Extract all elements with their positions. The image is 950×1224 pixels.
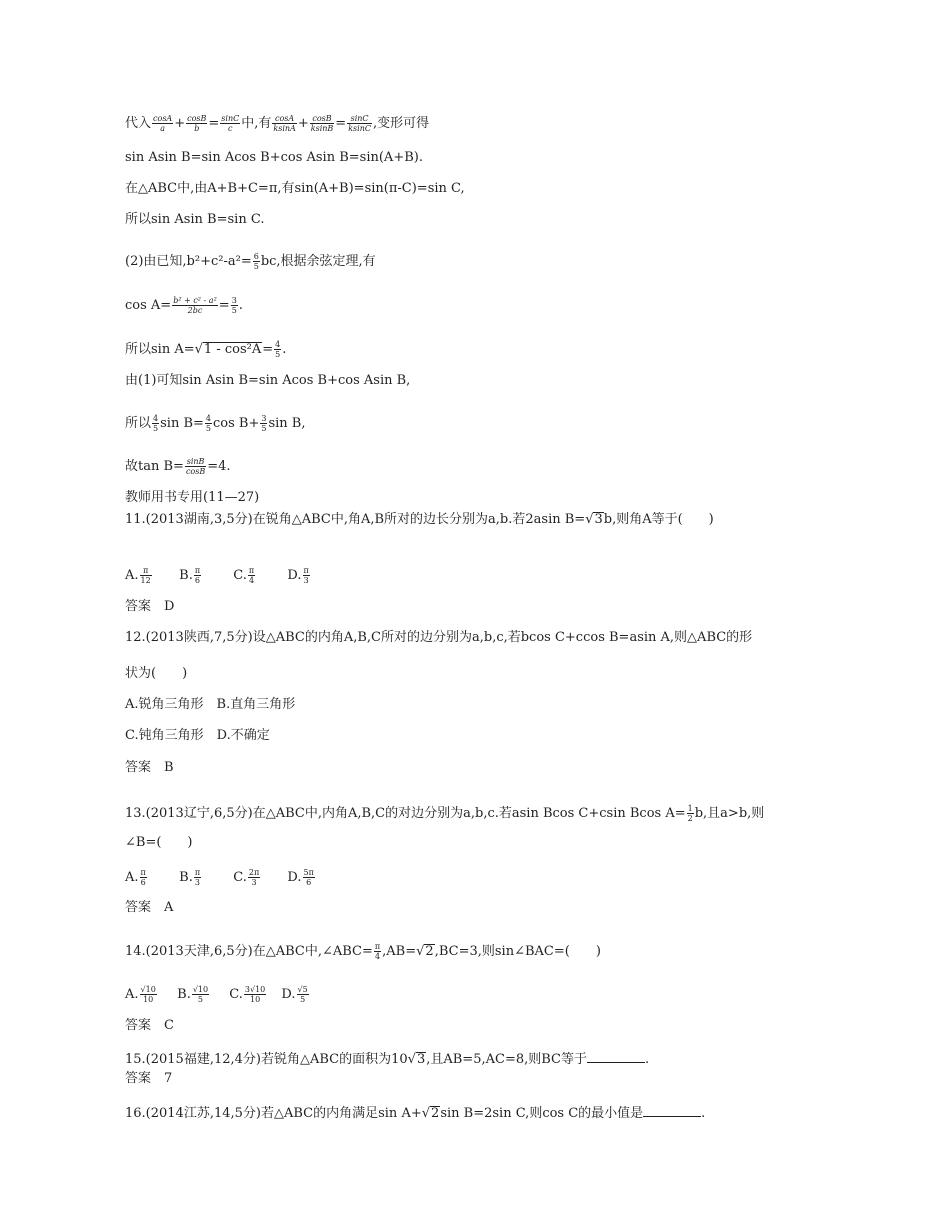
- fraction: $\frac{\cos B}{ksinB}$: [310, 114, 334, 133]
- square-root: √3: [585, 512, 603, 527]
- fraction: $\frac{\cos B}{b}$: [187, 114, 207, 133]
- section-title: 教师用书专用(11—27): [125, 490, 260, 505]
- question-13: [125, 804, 764, 823]
- text: 13.(2013辽宁,6,5分)在△ABC中,内角A,B,C的对边分别为a,b,c.若asin Bcos C+csin Bcos A=: [125, 806, 686, 821]
- derivation-line-9: 所以 $\frac{4}{5}$ sin B= $\frac{4}{5}$ cos B+ $\frac{3}{5}$ sin B,: [125, 414, 306, 433]
- fraction: $\frac{3}{5}$: [231, 296, 237, 315]
- text: ,且AB=5,AC=8,则BC等于: [426, 1052, 587, 1067]
- fraction: $\frac{\cos A}{ksinA}$: [273, 114, 296, 133]
- derivation-line-6: cos A= $\frac{\text{b² + c² - a²}}{2bc}$ = $\frac{3}{5}$ .: [125, 296, 243, 315]
- option-b: B. $\frac{\pi}{6}$: [179, 566, 201, 585]
- answer-blank: [587, 1050, 645, 1063]
- derivation-line-10: 故tan B= $\frac{\sin B}{\cos B}$ =4.: [125, 457, 231, 476]
- text: 14.(2013天津,6,5分)在△ABC中,∠ABC=: [125, 944, 373, 959]
- text: ,BC=3,则sin∠BAC=( ): [434, 944, 601, 959]
- question-14: 14.(2013天津,6,5分)在△ABC中,∠ABC= $\frac{\pi}{4}$ ,AB=√2,BC=3,则sin∠BAC=( ): [125, 942, 601, 961]
- question-16: 16.(2014江苏,14,5分)若△ABC的内角满足sin A+√2sin B=2sin C,则cos C的最小值是 .: [125, 1106, 706, 1121]
- option-a: A. $\frac{√10}{10}$: [125, 985, 156, 1004]
- derivation-line-2: sin Asin B=sin Acos B+cos Asin B=sin(A+B).: [125, 150, 423, 165]
- text: b,且a>b,则: [694, 806, 765, 821]
- option-b: B. $\frac{√10}{5}$: [177, 985, 209, 1004]
- option-d: D. $\frac{\pi}{3}$: [287, 566, 309, 585]
- text: 15.(2015福建,12,4分)若锐角△ABC的面积为10: [125, 1052, 408, 1067]
- option-c: C. $\frac{2\pi}{3}$: [233, 868, 260, 887]
- question-11-options: [125, 566, 311, 585]
- option-c: C. $\frac{\pi}{4}$: [233, 566, 255, 585]
- option-d: D. $\frac{5\pi}{6}$: [287, 868, 314, 887]
- question-12-options-2: C.钝角三角形 D.不确定: [125, 728, 270, 743]
- fraction: $\frac{4}{5}$: [205, 414, 211, 433]
- text: 所以sin A=: [125, 342, 195, 357]
- text: b,则角A等于( ): [603, 512, 714, 527]
- fraction: $\frac{\text{b² + c² - a²}}{2bc}$: [173, 296, 217, 315]
- fraction: $\frac{4}{5}$: [153, 414, 159, 433]
- text: ,变形可得: [372, 116, 430, 131]
- derivation-line-4: 所以sin Asin B=sin C.: [125, 212, 265, 227]
- square-root: √2: [416, 944, 434, 959]
- text: cos A=: [125, 298, 172, 313]
- derivation-line-7: 所以sin A=√1 - cos²A= $\frac{4}{5}$ .: [125, 340, 287, 359]
- text: sin B=2sin C,则cos C的最小值是: [440, 1106, 644, 1121]
- answer-blank: [643, 1104, 701, 1117]
- fraction: $\frac{\sin C}{c}$: [221, 114, 240, 133]
- text: (2)由已知,b²+c²-a²=: [125, 254, 252, 269]
- option-c: C. $\frac{3√10}{10}$: [229, 985, 266, 1004]
- question-11: [125, 512, 714, 528]
- fraction: $\frac{3}{5}$: [261, 414, 267, 433]
- option-b: B. $\frac{\pi}{3}$: [179, 868, 201, 887]
- derivation-line-3: 在△ABC中,由A+B+C=π,有sin(A+B)=sin(π-C)=sin C,: [125, 181, 465, 196]
- square-root: √2: [421, 1106, 440, 1121]
- fraction: $\frac{6}{5}$: [253, 252, 259, 271]
- fraction: $\frac{\pi}{4}$: [374, 942, 381, 961]
- answer-14: 答案 C: [125, 1018, 174, 1033]
- text: 中,有: [241, 116, 272, 131]
- fraction: $\frac{\sin C}{ksinC}$: [348, 114, 371, 133]
- question-12-continued: 状为( ): [125, 666, 188, 681]
- derivation-line-8: 由(1)可知sin Asin B=sin Acos B+cos Asin B,: [125, 373, 411, 388]
- text: bc,根据余弦定理,有: [260, 254, 376, 269]
- text: 11.(2013湖南,3,5分)在锐角△ABC中,角A,B所对的边长分别为a,b.若2asin B=: [125, 512, 586, 527]
- square-root: √3: [407, 1052, 426, 1067]
- question-12-options-1: A.锐角三角形 B.直角三角形: [125, 697, 296, 712]
- answer-11: 答案 D: [125, 599, 175, 614]
- text: 16.(2014江苏,14,5分)若△ABC的内角满足sin A+: [125, 1106, 422, 1121]
- derivation-line-5: [125, 252, 376, 271]
- text: 所以: [125, 416, 152, 431]
- derivation-line-1: 代入 $\frac{\cos A}{a}$ + $\frac{\cos B}{b}$ = $\frac{\sin C}{c}$ 中,有 $\frac{\cos A}{ksinA}$ + $\frac{\cos B}{ksinB}$ = $\frac{\sin C}{ksinC}$ ,变形可得: [125, 114, 430, 133]
- question-14-options: [125, 985, 310, 1004]
- question-13-continued: ∠B=( ): [125, 835, 193, 850]
- fraction: $\frac{4}{5}$: [275, 340, 281, 359]
- text: 代入: [125, 116, 152, 131]
- option-a: A. $\frac{\pi}{12}$: [125, 566, 151, 585]
- fraction: $\frac{\cos A}{a}$: [153, 114, 173, 133]
- text: 故tan B=: [125, 459, 184, 474]
- answer-12: 答案 B: [125, 760, 174, 775]
- fraction: $\frac{1}{2}$: [687, 804, 693, 823]
- question-15: 15.(2015福建,12,4分)若锐角△ABC的面积为10√3,且AB=5,AC=8,则BC等于 .: [125, 1052, 650, 1067]
- fraction: $\frac{\sin B}{\cos B}$: [185, 457, 206, 476]
- question-12: 12.(2013陕西,7,5分)设△ABC的内角A,B,C所对的边分别为a,b,c,若bcos C+ccos B=asin A,则△ABC的形: [125, 630, 753, 645]
- answer-15: 答案 7: [125, 1071, 173, 1086]
- square-root: √1 - cos²A: [194, 342, 262, 357]
- answer-13: 答案 A: [125, 900, 174, 915]
- option-d: D. $\frac{√5}{5}$: [281, 985, 308, 1004]
- question-13-options: [125, 868, 316, 887]
- option-a: A. $\frac{\pi}{6}$: [125, 868, 146, 887]
